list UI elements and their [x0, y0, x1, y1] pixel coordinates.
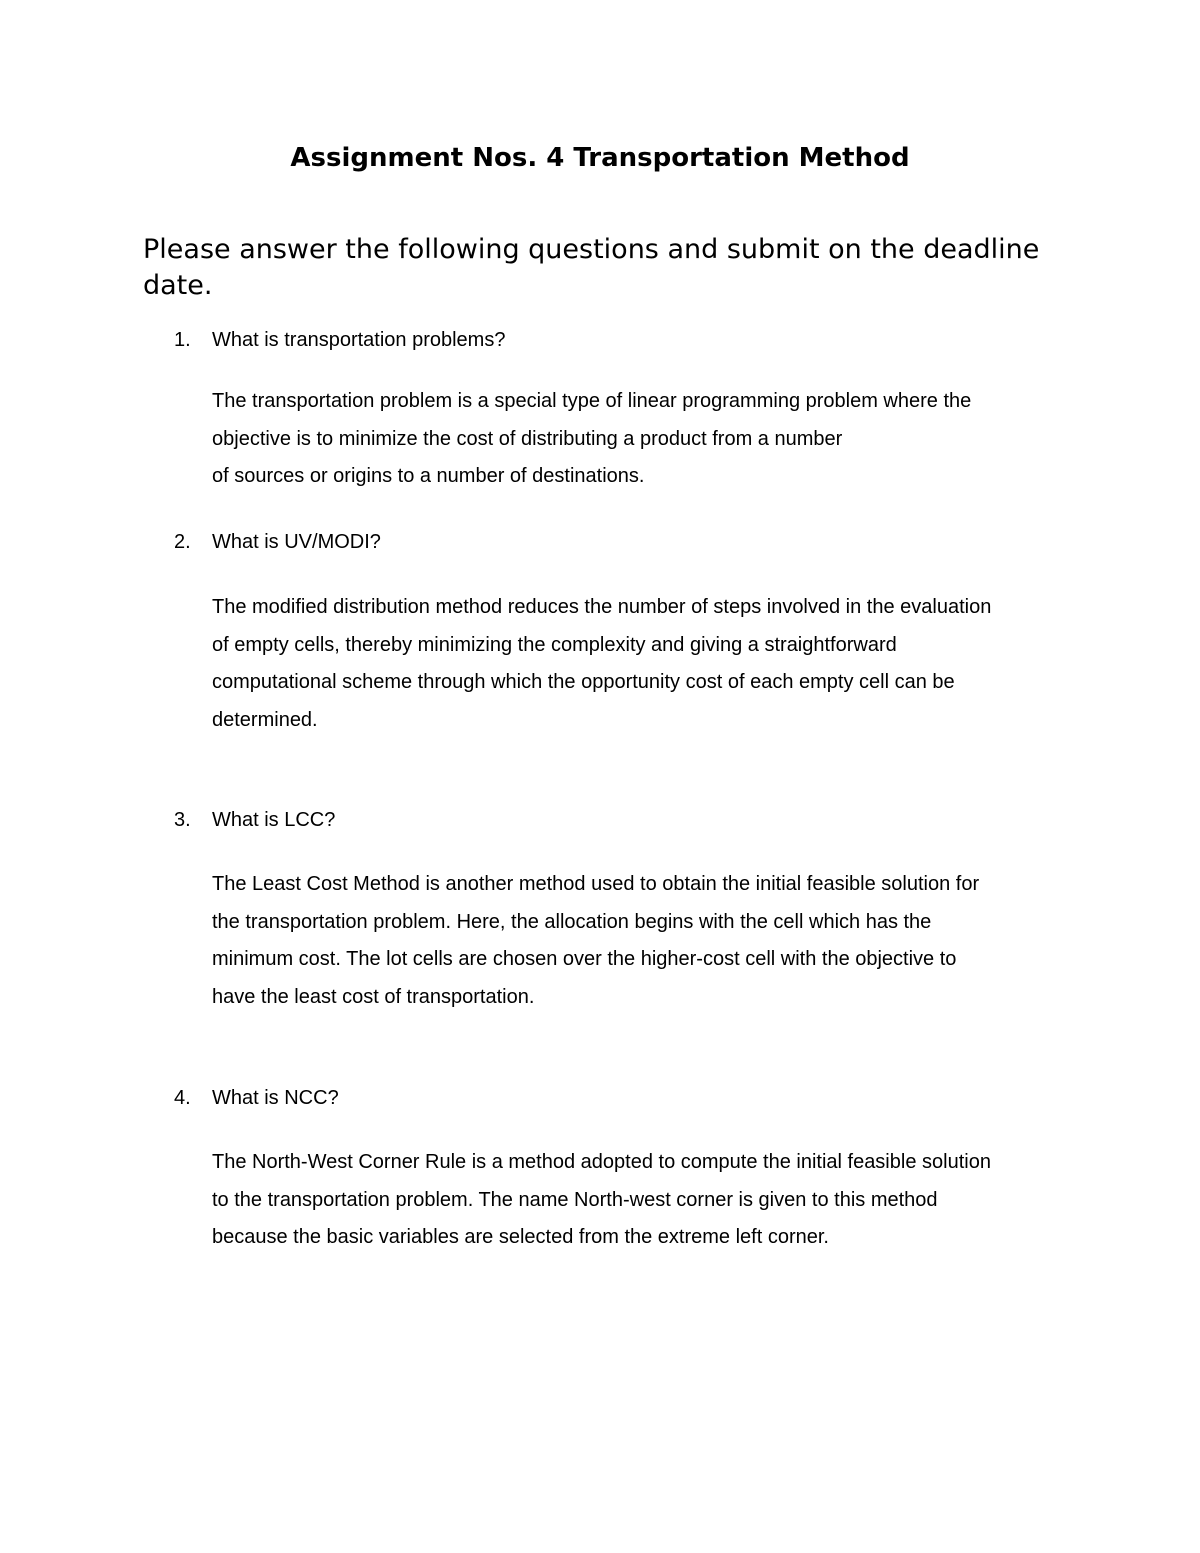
answer-line: of empty cells, thereby minimizing the complexity and giving a straightforward [212, 633, 897, 656]
question-number: 4. [174, 1087, 191, 1109]
answer-line: objective is to minimize the cost of distributing a product from a number [212, 427, 843, 450]
answer-line: determined. [212, 708, 318, 731]
question-number: 2. [174, 531, 191, 553]
answer-line: to the transportation problem. The name North-west corner is given to this method [212, 1188, 938, 1211]
answer-line: The North-West Corner Rule is a method adopted to compute the initial feasible solution [212, 1151, 991, 1173]
document-title: Assignment Nos. 4 Transportation Method [290, 143, 910, 173]
answer-line: because the basic variables are selected from the extreme left corner. [212, 1226, 829, 1248]
answer-paragraph [212, 589, 1062, 739]
question-text: What is LCC? [212, 809, 336, 831]
answer-line: of sources or origins to a number of destinations. [212, 465, 645, 487]
question-text: What is UV/MODI? [212, 531, 381, 553]
answer-line: The Least Cost Method is another method used to obtain the initial feasible solution for [212, 873, 980, 895]
answer-line: the transportation problem. Here, the allocation begins with the cell which has the [212, 910, 932, 933]
answer-line: computational scheme through which the opportunity cost of each empty cell can be [212, 671, 955, 693]
answer-paragraph [212, 1144, 1062, 1257]
answer-line: The modified distribution method reduces the number of steps involved in the evaluation [212, 596, 992, 618]
question-text: What is transportation problems? [212, 329, 506, 351]
answer-line: The transportation problem is a special type of linear programming problem where the [212, 390, 972, 412]
answer-line: have the least cost of transportation. [212, 985, 535, 1008]
answer-paragraph [212, 383, 1062, 496]
instructions-paragraph: Please answer the following questions and submit on the deadline date. [143, 234, 1040, 301]
question-text: What is NCC? [212, 1087, 339, 1109]
answer-line: minimum cost. The lot cells are chosen over the higher-cost cell with the objective to [212, 948, 957, 970]
question-number: 3. [174, 809, 191, 831]
question-number: 1. [174, 329, 191, 351]
answer-paragraph [212, 866, 1062, 1016]
